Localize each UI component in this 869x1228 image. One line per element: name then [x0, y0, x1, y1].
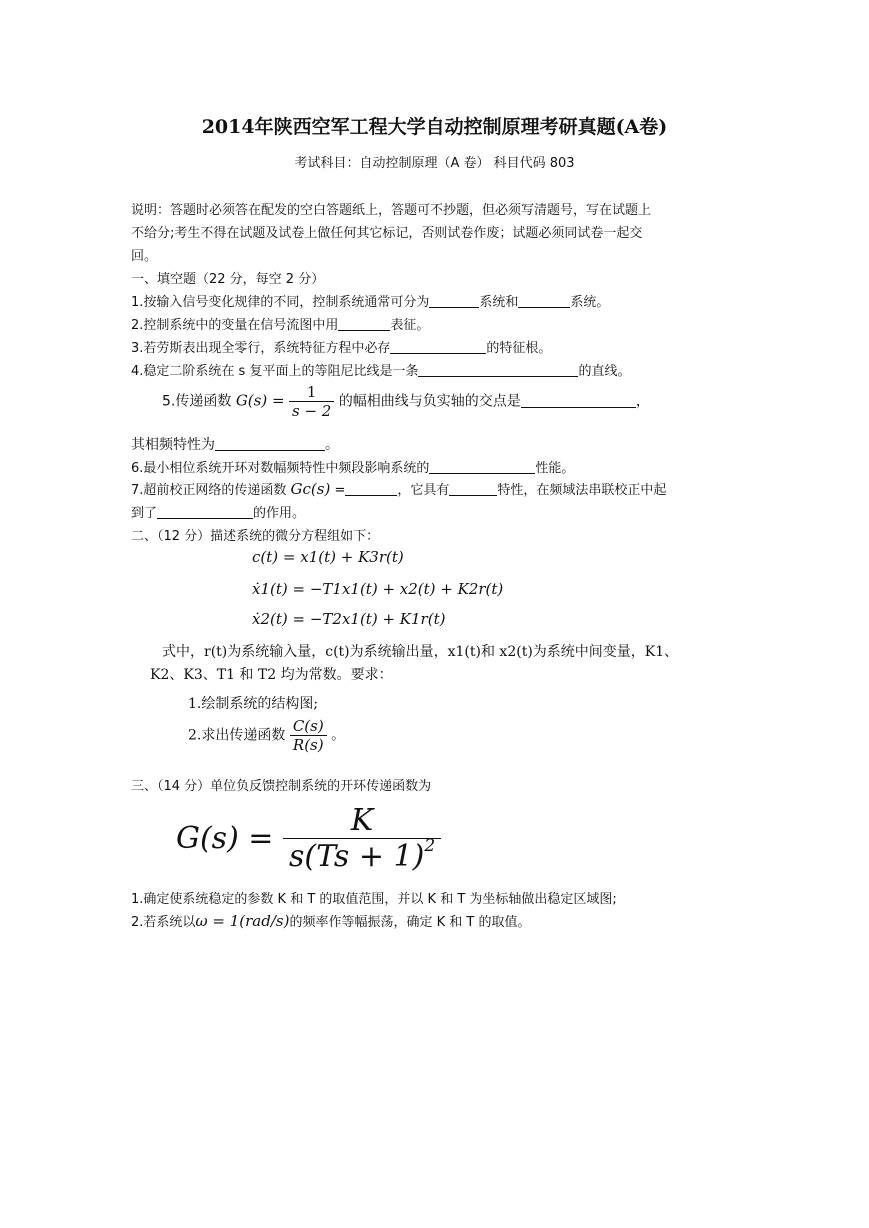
section1-header: 一、填空题（22 分，每空 2 分） — [131, 272, 325, 287]
question-1-5-cont: 其相频特性为 。 — [131, 437, 339, 453]
q5-transfer-function: G(s) = — [235, 391, 285, 410]
page-title: 2014年陕西空军工程大学自动控制原理考研真题(A卷) — [201, 116, 668, 138]
frequency-formula: ω = 1(rad/s) — [195, 912, 290, 930]
question-1-1: 1.按输入信号变化规律的不同，控制系统通常可分为 系统和 系统。 — [131, 295, 610, 310]
section2-description-1: 式中，r(t)为系统输入量，c(t)为系统输出量，x1(t)和 x2(t)为系统中间变量，K1、 — [162, 644, 679, 660]
section2-description-2: K2、K3、T1 和 T2 均为常数。要求： — [150, 667, 393, 683]
question-1-6: 6.最小相位系统开环对数幅频特性中频段影响系统的 性能。 — [131, 461, 575, 476]
instructions-line-1: 说明：答题时必须答在配发的空白答题纸上，答题可不抄题，但必须写清题号，写在试题上 — [131, 203, 652, 218]
requirement-2: 2.求出传递函数 $\frac{C(s)}{R(s)}$ 。 — [188, 717, 346, 754]
exam-subtitle: 考试科目：自动控制原理（A 卷） 科目代码 803 — [294, 156, 575, 171]
section2-header: 二、（12 分）描述系统的微分方程组如下： — [131, 529, 380, 544]
question-1-3: 3.若劳斯表出现全零行，系统特征方程中必存 的特征根。 — [131, 341, 552, 356]
equation-2: ẋ1(t) = −T1x1(t) + x2(t) + K2r(t) — [252, 580, 504, 598]
instructions-line-3: 回。 — [131, 249, 158, 264]
question-1-5: 5.传递函数 G(s) = $\frac{1}{s - 2}$ 的幅相曲线与负实轴的交点是 ， — [162, 383, 650, 420]
requirement-1: 1.绘制系统的结构图; — [188, 696, 319, 712]
instructions-line-2: 不给分;考生不得在试题及试卷上做任何其它标记，否则试卷作废；试题必须同试卷一起交 — [131, 226, 643, 241]
question-1-4: 4.稳定二阶系统在 s 复平面上的等阻尼比线是一条 的直线。 — [131, 364, 631, 379]
equation-3: ẋ2(t) = −T2x1(t) + K1r(t) — [252, 610, 446, 628]
q5-fraction: $\frac{1}{s - 2}$ — [289, 383, 334, 420]
question-1-7-cont: 到了 的作用。 — [131, 506, 306, 521]
transfer-function-fraction: $\frac{C(s)}{R(s)}$ — [290, 717, 327, 754]
section3-question-2: 2.若系统以ω = 1(rad/s)的频率作等幅振荡，确定 K 和 T 的取值。 — [131, 912, 531, 930]
question-1-7: 7.超前校正网络的传递函数 Gc(s) = ，它具有 特性，在频域法串联校正中起 — [131, 480, 667, 498]
question-1-2: 2.控制系统中的变量在信号流图中用 表征。 — [131, 318, 430, 333]
equation-1: c(t) = x1(t) + K3r(t) — [252, 548, 404, 566]
section3-question-1: 1.确定使系统稳定的参数 K 和 T 的取值范围，并以 K 和 T 为坐标轴做出稳定区域图; — [131, 892, 617, 907]
q7-lead-function: Gc(s) — [290, 480, 331, 498]
open-loop-formula: G(s) = $\frac{K}{s(Ts + 1)^2}$ — [176, 803, 441, 874]
section3-header: 三、（14 分）单位负反馈控制系统的开环传递函数为 — [131, 779, 432, 794]
